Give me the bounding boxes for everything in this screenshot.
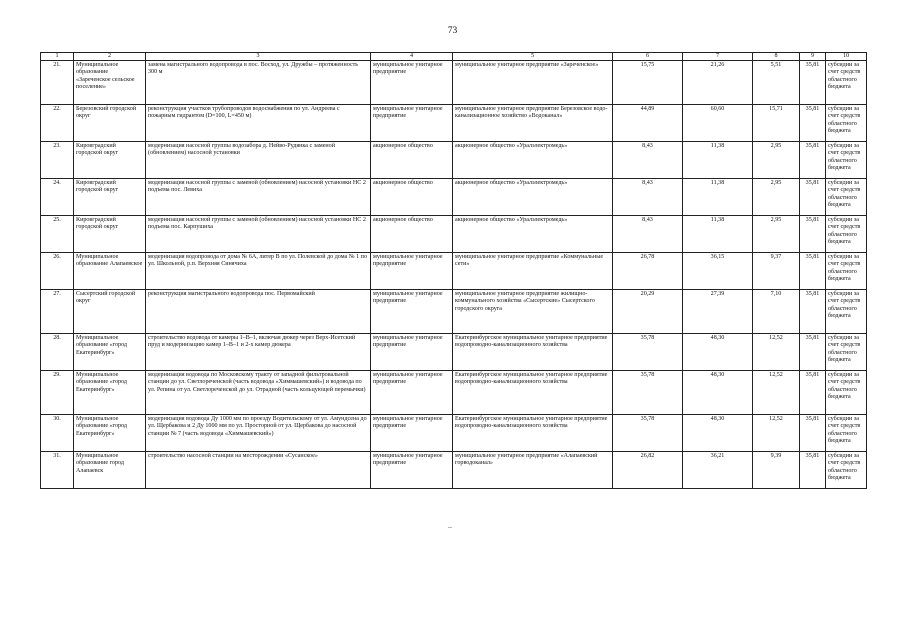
table-row	[41, 452, 867, 489]
description-cell: модернизация насосной группы водозабора д. Нейво-Рудянка с заменой (обновлением) насосной установки	[146, 142, 371, 179]
column-header: 4	[371, 53, 453, 61]
value-cell-6: 8,43	[613, 179, 683, 216]
value-cell-8: 2,95	[753, 142, 800, 179]
description-cell: модернизация водопровода от дома № 6А, литер В по ул. Полевской до дома № 1 по ул. Школьной, р.п. Верхняя Синячиха	[146, 253, 371, 290]
org-type-cell: муниципальное унитарное предприятие	[371, 334, 453, 371]
value-cell-8: 2,95	[753, 216, 800, 253]
table-row	[41, 105, 867, 142]
funding-source-cell: субсидии за счет средств областного бюджета	[826, 334, 867, 371]
organization-cell: муниципальное унитарное предприятие «Коммунальные сети»	[453, 253, 613, 290]
description-cell: модернизация насосной группы с заменой (обновлением) насосной установки НС 2 подъема пос. Карпушиха	[146, 216, 371, 253]
value-cell-6: 15,75	[613, 61, 683, 105]
table-row	[41, 334, 867, 371]
municipality-cell: Муниципальное образование «Зареченское сельское поселение»	[74, 61, 146, 105]
value-cell-6: 20,29	[613, 290, 683, 334]
row-number: 25.	[41, 216, 74, 253]
funding-source-cell: субсидии за счет средств областного бюджета	[826, 253, 867, 290]
value-cell-9: 35,81	[800, 105, 826, 142]
organization-cell: муниципальное унитарное предприятие «Алапаевский горводоканал»	[453, 452, 613, 489]
value-cell-8: 9,37	[753, 253, 800, 290]
description-cell: модернизация насосной группы с заменой (обновлением) насосной установки НС 2 подъема пос. Левиха	[146, 179, 371, 216]
funding-source-cell: субсидии за счет средств областного бюджета	[826, 415, 867, 452]
value-cell-9: 35,81	[800, 371, 826, 415]
value-cell-6: 8,43	[613, 216, 683, 253]
organization-cell: акционерное общество «Уралэлектромедь»	[453, 216, 613, 253]
organization-cell: Екатеринбургское муниципальное унитарное предприятие водопроводно-канализационного хозяйства	[453, 334, 613, 371]
row-number: 31.	[41, 452, 74, 489]
description-cell: модернизация водовода Ду 1000 мм по проезду Водительскому от ул. Амундсена до ул. Щербакова и 2 Ду 1000 мм по ул. Просторной от ул. Щербакова до насосной станции № 7 (часть водовода «Химмашевский»)	[146, 415, 371, 452]
row-number: 26.	[41, 253, 74, 290]
value-cell-6: 44,89	[613, 105, 683, 142]
column-header: 10	[826, 53, 867, 61]
column-header: 9	[800, 53, 826, 61]
row-number: 27.	[41, 290, 74, 334]
funding-source-cell: субсидии за счет средств областного бюджета	[826, 216, 867, 253]
organization-cell: акционерное общество «Уралэлектромедь»	[453, 142, 613, 179]
description-cell: реконструкция магистрального водопровода пос. Первомайский	[146, 290, 371, 334]
value-cell-6: 35,78	[613, 415, 683, 452]
municipality-cell: Кировградский городской округ	[74, 179, 146, 216]
row-number: 30.	[41, 415, 74, 452]
value-cell-7: 36,21	[683, 452, 753, 489]
column-header: 6	[613, 53, 683, 61]
value-cell-7: 27,39	[683, 290, 753, 334]
funding-source-cell: субсидии за счет средств областного бюджета	[826, 452, 867, 489]
value-cell-7: 21,26	[683, 61, 753, 105]
organization-cell: Екатеринбургское муниципальное унитарное предприятие водопроводно-канализационного хозяйства	[453, 371, 613, 415]
value-cell-9: 35,81	[800, 216, 826, 253]
table-row	[41, 216, 867, 253]
org-type-cell: акционерное общество	[371, 142, 453, 179]
table-row	[41, 179, 867, 216]
org-type-cell: муниципальное унитарное предприятие	[371, 61, 453, 105]
municipality-cell: Муниципальное образование город Алапаевск	[74, 452, 146, 489]
value-cell-7: 36,15	[683, 253, 753, 290]
organization-cell: Екатеринбургское муниципальное унитарное предприятие водопроводно-канализационного хозяйства	[453, 415, 613, 452]
value-cell-9: 35,81	[800, 334, 826, 371]
org-type-cell: муниципальное унитарное предприятие	[371, 415, 453, 452]
value-cell-9: 35,81	[800, 452, 826, 489]
value-cell-8: 5,51	[753, 61, 800, 105]
column-header: 8	[753, 53, 800, 61]
value-cell-6: 8,43	[613, 142, 683, 179]
value-cell-7: 48,30	[683, 334, 753, 371]
value-cell-7: 11,38	[683, 142, 753, 179]
value-cell-9: 35,81	[800, 290, 826, 334]
value-cell-8: 9,39	[753, 452, 800, 489]
municipality-cell: Муниципальное образование «город Екатеринбург»	[74, 371, 146, 415]
table-row	[41, 415, 867, 452]
funding-source-cell: субсидии за счет средств областного бюджета	[826, 371, 867, 415]
table-row	[41, 290, 867, 334]
description-cell: реконструкция участков трубопроводов водоснабжения по ул. Андреева с пожарным гидрантом (D=100, L=450 м)	[146, 105, 371, 142]
description-cell: строительство водовода от камеры 1–В–1, включая дюкер через Верх-Исетский пруд и модернизацию камер 1–В–1 и 2-х камер дюкера	[146, 334, 371, 371]
column-header: 7	[683, 53, 753, 61]
value-cell-7: 60,60	[683, 105, 753, 142]
funding-source-cell: субсидии за счет средств областного бюджета	[826, 105, 867, 142]
municipality-cell: Муниципальное образование «город Екатеринбург»	[74, 334, 146, 371]
value-cell-9: 35,81	[800, 61, 826, 105]
value-cell-8: 12,52	[753, 415, 800, 452]
municipality-cell: Кировградский городской округ	[74, 216, 146, 253]
row-number: 24.	[41, 179, 74, 216]
value-cell-9: 35,81	[800, 415, 826, 452]
row-number: 21.	[41, 61, 74, 105]
municipality-cell: Муниципальное образование «город Екатеринбург»	[74, 415, 146, 452]
funding-source-cell: субсидии за счет средств областного бюджета	[826, 290, 867, 334]
org-type-cell: муниципальное унитарное предприятие	[371, 371, 453, 415]
value-cell-8: 7,10	[753, 290, 800, 334]
municipality-cell: Сысертский городской округ	[74, 290, 146, 334]
row-number: 29.	[41, 371, 74, 415]
value-cell-6: 26,82	[613, 452, 683, 489]
value-cell-8: 15,71	[753, 105, 800, 142]
municipality-cell: Кировградский городской округ	[74, 142, 146, 179]
org-type-cell: акционерное общество	[371, 179, 453, 216]
value-cell-8: 12,52	[753, 334, 800, 371]
page-number: 73	[447, 26, 458, 36]
table-row	[41, 253, 867, 290]
value-cell-7: 11,38	[683, 179, 753, 216]
funding-source-cell: субсидии за счет средств областного бюджета	[826, 142, 867, 179]
value-cell-9: 35,81	[800, 253, 826, 290]
description-cell: модернизация водовода по Московскому тракту от западной фильтровальной станции до ул. Светлореченской (часть водовода «Химмашевский») и водовода по ул. Репина от ул. Светлореченской до ул. Отрадной (часть кольцующей перемычки)	[146, 371, 371, 415]
value-cell-9: 35,81	[800, 179, 826, 216]
value-cell-6: 35,78	[613, 334, 683, 371]
column-header: 1	[41, 53, 74, 61]
org-type-cell: муниципальное унитарное предприятие	[371, 452, 453, 489]
value-cell-7: 48,30	[683, 415, 753, 452]
organization-cell: муниципальное унитарное предприятие жилищно-коммунального хозяйства «Сысертские» Сысертского городского округа	[453, 290, 613, 334]
value-cell-6: 26,78	[613, 253, 683, 290]
org-type-cell: муниципальное унитарное предприятие	[371, 105, 453, 142]
row-number: 23.	[41, 142, 74, 179]
org-type-cell: муниципальное унитарное предприятие	[371, 253, 453, 290]
description-cell: строительство насосной станции на месторождении «Сусанское»	[146, 452, 371, 489]
value-cell-7: 11,38	[683, 216, 753, 253]
value-cell-8: 2,95	[753, 179, 800, 216]
org-type-cell: муниципальное унитарное предприятие	[371, 290, 453, 334]
value-cell-6: 35,78	[613, 371, 683, 415]
funding-source-cell: субсидии за счет средств областного бюджета	[826, 179, 867, 216]
municipality-cell: Муниципальное образование Алапаевское	[74, 253, 146, 290]
org-type-cell: акционерное общество	[371, 216, 453, 253]
row-number: 28.	[41, 334, 74, 371]
table-row	[41, 371, 867, 415]
funding-source-cell: субсидии за счет средств областного бюджета	[826, 61, 867, 105]
row-number: 22.	[41, 105, 74, 142]
header-row	[41, 53, 867, 61]
organization-cell: акционерное общество «Уралэлектромедь»	[453, 179, 613, 216]
municipality-cell: Березовский городской округ	[74, 105, 146, 142]
organization-cell: муниципальное унитарное предприятие Березовское водо-канализационное хозяйство «Водоканал»	[453, 105, 613, 142]
table-row	[41, 61, 867, 105]
table-row	[41, 142, 867, 179]
organization-cell: муниципальное унитарное предприятие «Зареченское»	[453, 61, 613, 105]
value-cell-7: 48,30	[683, 371, 753, 415]
column-header: 5	[453, 53, 613, 61]
value-cell-9: 35,81	[800, 142, 826, 179]
description-cell: замена магистрального водопровода в пос. Восход, ул. Дружбы – протяженность 300 м	[146, 61, 371, 105]
program-table	[40, 52, 867, 489]
value-cell-8: 12,52	[753, 371, 800, 415]
footer-mark: –	[448, 522, 452, 531]
column-header: 2	[74, 53, 146, 61]
column-header: 3	[146, 53, 371, 61]
